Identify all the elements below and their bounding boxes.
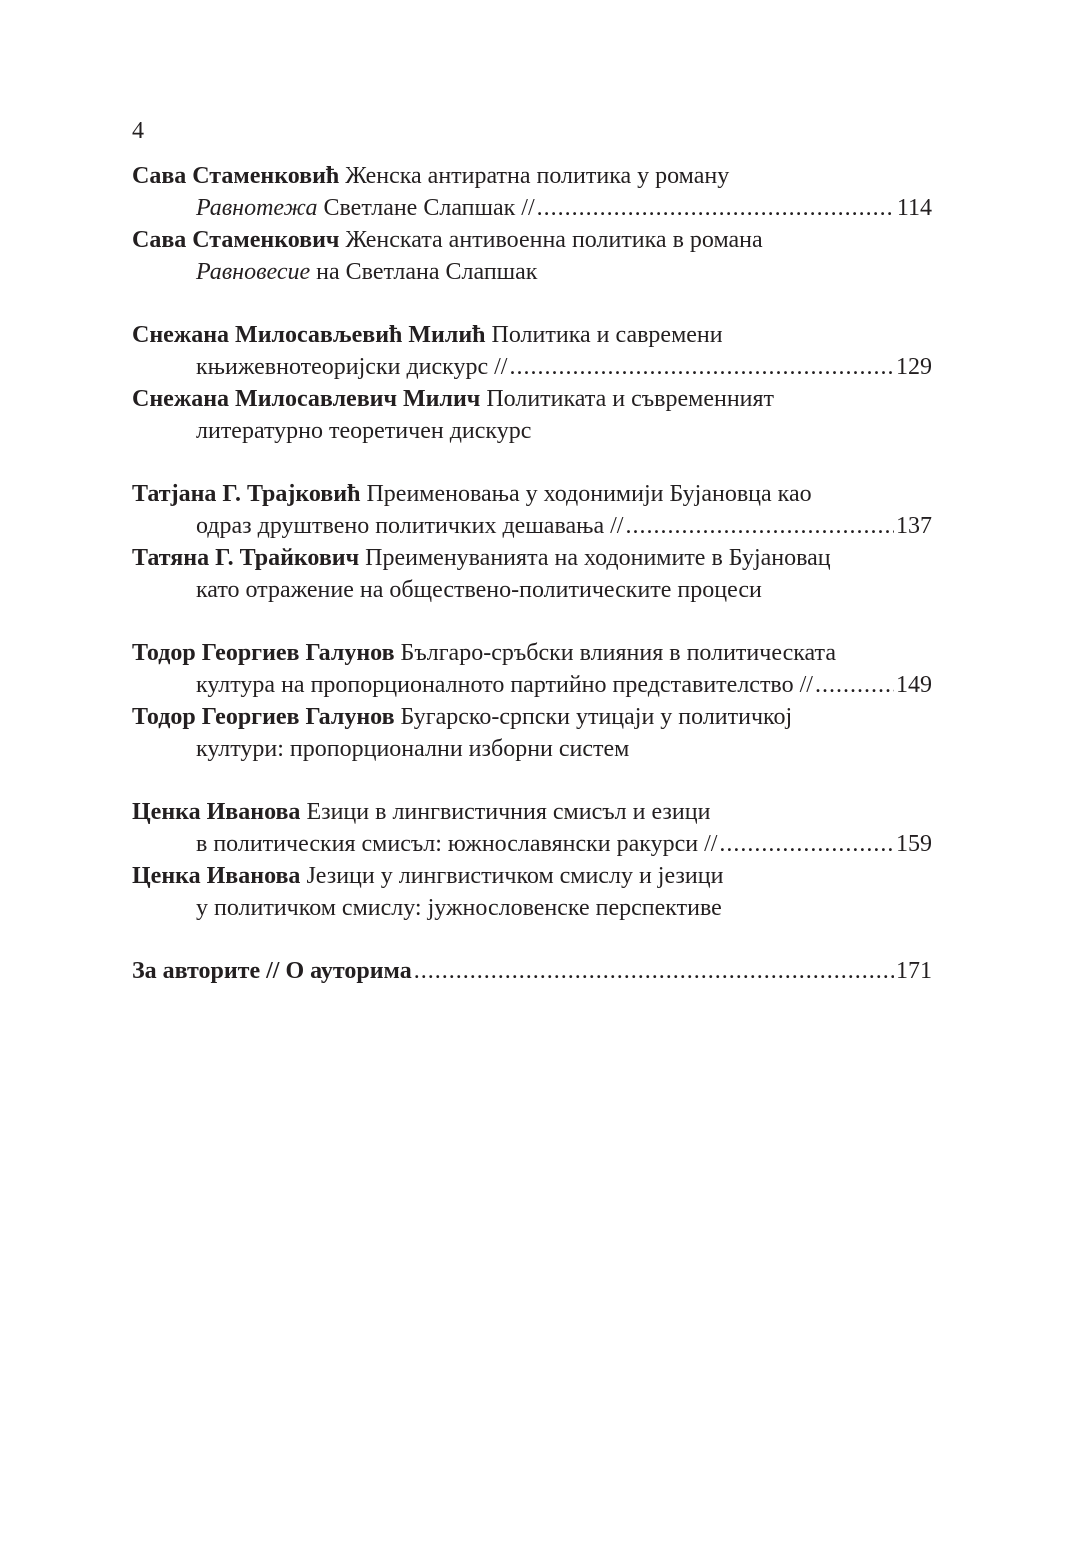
translated-title-continuation: литературно теоретичен дискурс [196, 418, 532, 444]
work-title: Равнотежа [196, 195, 318, 221]
translated-heading [132, 542, 932, 574]
table-of-contents [132, 160, 932, 1018]
page-ref: 149 [896, 672, 932, 698]
toc-entry [132, 160, 932, 288]
entry-heading [132, 637, 932, 669]
author-name: Снежана Милосављевић Милић [132, 322, 486, 348]
translated-heading [132, 224, 932, 256]
translated-heading [132, 701, 932, 733]
entry-title-continuation [132, 351, 932, 383]
author-name-translated: Снежана Милосавлевич Милич [132, 386, 481, 412]
entry-title-continuation [132, 192, 932, 224]
entry-title: Женска антиратна политика у роману [345, 163, 730, 189]
entry-heading [132, 319, 932, 351]
translated-heading [132, 383, 932, 415]
translated-title-continuation: като отражение на обществено-политическите процеси [196, 577, 762, 603]
author-name-translated: Тодор Георгиев Галунов [132, 704, 395, 730]
author-name: Тодор Георгиев Галунов [132, 640, 395, 666]
author-name-translated: Татяна Г. Трайкович [132, 545, 360, 571]
translated-title-continuation [132, 256, 932, 288]
page-ref: 137 [896, 513, 932, 539]
entry-title: Политика и савремени [491, 322, 723, 348]
entry-heading [132, 796, 932, 828]
author-name-translated: Сава Стаменкович [132, 227, 340, 253]
entry-title-text: одраз друштвено политичких дешавања // [196, 513, 624, 539]
page-ref: 171 [896, 958, 932, 984]
author-name-translated: Ценка Иванова [132, 863, 301, 889]
page-number: 4 [132, 118, 144, 144]
entry-title-text [196, 192, 535, 224]
translated-title: Женската антивоенна политика в романа [345, 227, 763, 253]
author-name: Татјана Г. Трајковић [132, 481, 361, 507]
entry-title: Преименовања у ходонимији Бујановца као [366, 481, 812, 507]
authors-section-label: За авторите // О ауторима [132, 958, 412, 984]
translated-title-continuation: култури: пропорционални изборни систем [196, 736, 630, 762]
page-ref: 114 [896, 195, 932, 221]
author-name: Сава Стаменковић [132, 163, 340, 189]
entry-title-text: в политическия смисъл: южнославянски ракурси // [196, 831, 718, 857]
dot-leader [815, 669, 894, 701]
entry-heading [132, 478, 932, 510]
entry-title-continuation [132, 510, 932, 542]
toc-entry [132, 796, 932, 924]
translated-title-rest: на Светлана Слапшак [310, 259, 538, 285]
entry-title-text: књижевнотеоријски дискурс // [196, 354, 508, 380]
dot-leader [509, 351, 894, 383]
entry-title: Българо-сръбски влияния в политическата [400, 640, 836, 666]
translated-title: Језици у лингвистичком смислу и језици [306, 863, 724, 889]
translated-title-continuation: у политичком смислу: јужнословенске перспективе [196, 895, 722, 921]
translated-title: Политиката и съвременният [486, 386, 775, 412]
translated-title: Бугарско-српски утицаји у политичкој [400, 704, 793, 730]
dot-leader [625, 510, 894, 542]
translated-heading [132, 860, 932, 892]
author-name: Ценка Иванова [132, 799, 301, 825]
authors-section-line [132, 955, 932, 987]
dot-leader [719, 828, 894, 860]
page-ref: 159 [896, 831, 932, 857]
entry-title-rest: Светлане Слапшак // [317, 195, 535, 221]
entry-title-continuation [132, 828, 932, 860]
dot-leader [537, 192, 895, 224]
dot-leader [414, 955, 894, 987]
work-title-translated: Равновесие [196, 259, 311, 285]
entry-title-continuation [132, 669, 932, 701]
page-ref: 129 [896, 354, 932, 380]
toc-entry-authors [132, 955, 932, 987]
entry-heading [132, 160, 932, 192]
toc-entry [132, 637, 932, 765]
toc-entry [132, 319, 932, 447]
entry-title: Езици в лингвистичния смисъл и езици [306, 799, 711, 825]
toc-entry [132, 478, 932, 606]
entry-title-text: култура на пропорционалното партийно представителство // [196, 672, 813, 698]
translated-title: Преименуванията на ходонимите в Бујановац [365, 545, 831, 571]
